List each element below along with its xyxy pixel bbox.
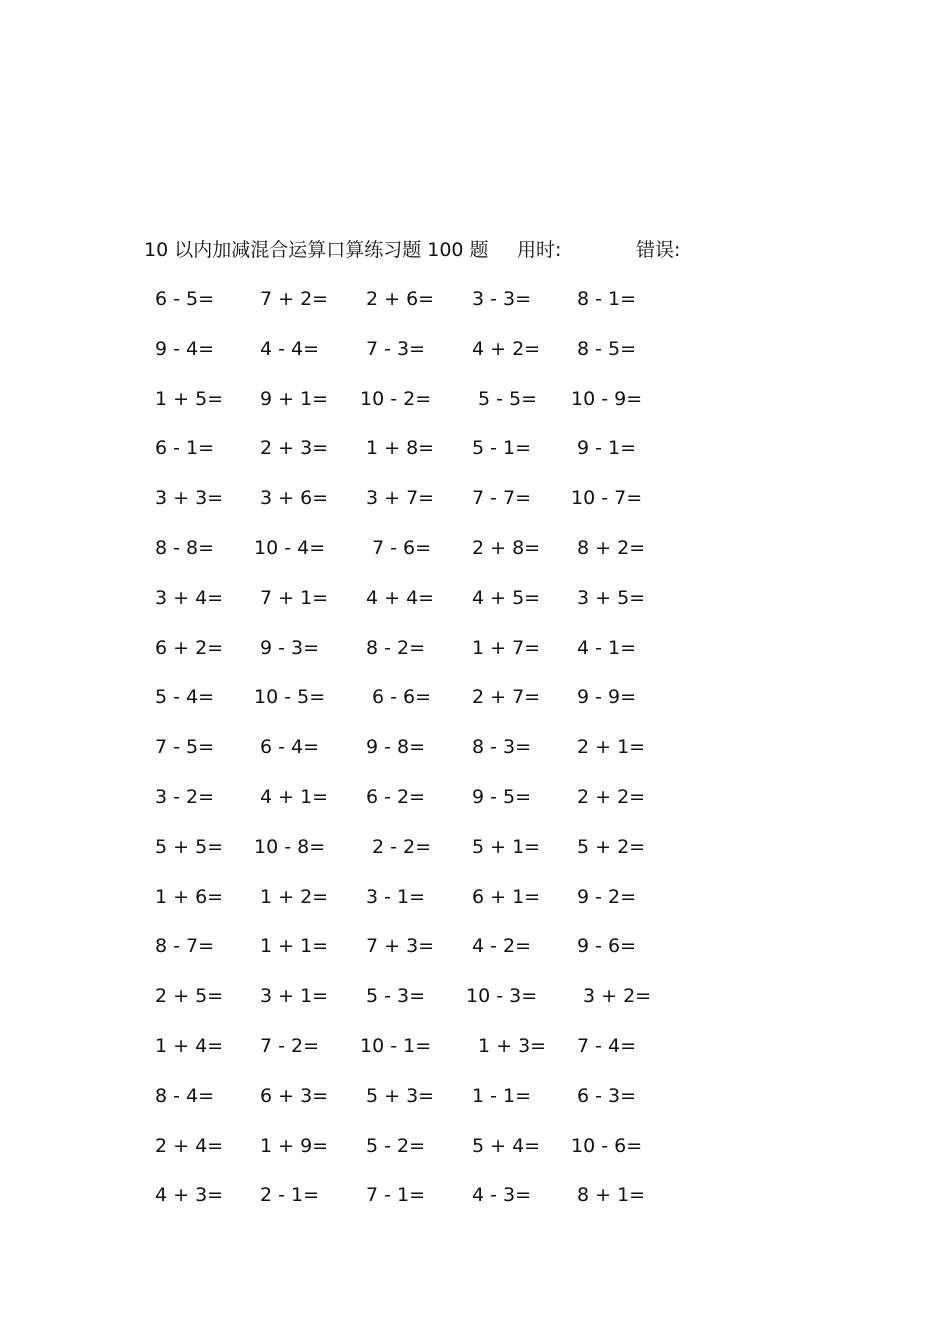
problem-item: 3 + 1=: [260, 985, 329, 1008]
problem-item: 2 + 3=: [260, 437, 329, 460]
problem-item: 2 + 1=: [577, 736, 646, 759]
problem-item: 7 - 2=: [260, 1035, 320, 1057]
problem-item: 7 - 5=: [155, 736, 215, 759]
problem-item: 2 + 4=: [155, 1134, 224, 1157]
worksheet-title: 10 以内加减混合运算口算练习题 100 题: [144, 239, 489, 261]
problem-item: 6 - 2=: [366, 786, 426, 808]
problem-item: 7 - 3=: [366, 337, 426, 360]
problem-item: 2 + 2=: [577, 786, 646, 808]
problem-item: 8 - 5=: [577, 337, 637, 360]
problem-item: 8 - 4=: [155, 1084, 215, 1107]
problem-item: 1 + 8=: [366, 437, 435, 460]
problem-item: 2 + 8=: [472, 537, 541, 559]
error-count-label: 错误:: [636, 239, 681, 261]
problem-item: 9 - 5=: [472, 786, 532, 808]
problem-item: 3 - 2=: [155, 786, 215, 808]
problem-item: 1 - 1=: [472, 1084, 532, 1107]
problem-item: 4 + 3=: [155, 1184, 224, 1207]
problem-item: 5 + 3=: [366, 1084, 435, 1107]
problem-item: 1 + 7=: [472, 636, 541, 659]
problem-item: 3 - 1=: [366, 885, 426, 908]
problem-item: 5 - 5=: [478, 387, 538, 410]
problem-item: 9 - 6=: [577, 935, 637, 958]
problem-item: 8 + 1=: [577, 1184, 646, 1207]
problem-item: 4 + 4=: [366, 586, 435, 609]
problem-item: 3 - 3=: [472, 288, 532, 310]
problem-item: 3 + 4=: [155, 586, 224, 609]
problem-item: 10 - 5=: [254, 686, 326, 709]
problem-item: 9 - 4=: [155, 337, 215, 360]
problem-item: 8 - 8=: [155, 537, 215, 559]
problem-item: 6 + 2=: [155, 636, 224, 659]
problem-item: 5 - 3=: [366, 985, 426, 1008]
problem-item: 6 - 4=: [260, 736, 320, 759]
time-used-label: 用时:: [517, 239, 562, 261]
problem-item: 8 - 7=: [155, 935, 215, 958]
problem-item: 2 + 7=: [472, 686, 541, 709]
problem-item: 5 + 5=: [155, 835, 224, 858]
problem-item: 1 + 4=: [155, 1035, 224, 1057]
problem-item: 5 + 2=: [577, 835, 646, 858]
problem-item: 1 + 6=: [155, 885, 224, 908]
problem-item: 6 - 5=: [155, 288, 215, 310]
problem-item: 3 + 5=: [577, 586, 646, 609]
problem-item: 10 - 3=: [466, 985, 538, 1008]
problem-item: 5 + 1=: [472, 835, 541, 858]
problem-item: 1 + 3=: [478, 1035, 547, 1057]
problem-item: 1 + 9=: [260, 1134, 329, 1157]
problem-item: 4 - 2=: [472, 935, 532, 958]
problem-item: 10 - 8=: [254, 835, 326, 858]
problem-item: 7 + 3=: [366, 935, 435, 958]
problem-item: 8 + 2=: [577, 537, 646, 559]
problem-item: 5 - 1=: [472, 437, 532, 460]
problem-item: 4 - 1=: [577, 636, 637, 659]
problem-item: 10 - 7=: [571, 487, 643, 510]
problem-item: 4 + 2=: [472, 337, 541, 360]
problem-item: 4 - 4=: [260, 337, 320, 360]
problem-item: 9 + 1=: [260, 387, 329, 410]
problem-item: 7 - 7=: [472, 487, 532, 510]
problem-item: 6 + 3=: [260, 1084, 329, 1107]
problem-item: 7 - 6=: [372, 537, 432, 559]
problem-item: 2 + 6=: [366, 288, 435, 310]
problem-item: 7 + 2=: [260, 288, 329, 310]
problem-item: 2 + 5=: [155, 985, 224, 1008]
problem-item: 10 - 2=: [360, 387, 432, 410]
problem-item: 3 + 6=: [260, 487, 329, 510]
problem-item: 7 - 4=: [577, 1035, 637, 1057]
problem-item: 2 - 1=: [260, 1184, 320, 1207]
problem-item: 4 + 1=: [260, 786, 329, 808]
problem-item: 1 + 1=: [260, 935, 329, 958]
problem-item: 9 - 8=: [366, 736, 426, 759]
problem-item: 9 - 2=: [577, 885, 637, 908]
problem-item: 8 - 2=: [366, 636, 426, 659]
problem-item: 6 - 6=: [372, 686, 432, 709]
problem-item: 6 - 1=: [155, 437, 215, 460]
problem-item: 10 - 9=: [571, 387, 643, 410]
problem-item: 9 - 3=: [260, 636, 320, 659]
problem-item: 6 + 1=: [472, 885, 541, 908]
problem-item: 1 + 2=: [260, 885, 329, 908]
problem-item: 8 - 1=: [577, 288, 637, 310]
problem-item: 10 - 1=: [360, 1035, 432, 1057]
problem-item: 2 - 2=: [372, 835, 432, 858]
problem-item: 3 + 2=: [583, 985, 652, 1008]
problem-item: 3 + 7=: [366, 487, 435, 510]
problem-item: 3 + 3=: [155, 487, 224, 510]
problem-item: 5 - 2=: [366, 1134, 426, 1157]
problem-item: 4 - 3=: [472, 1184, 532, 1207]
problem-item: 10 - 4=: [254, 537, 326, 559]
problem-item: 7 - 1=: [366, 1184, 426, 1207]
problem-item: 6 - 3=: [577, 1084, 637, 1107]
problem-item: 10 - 6=: [571, 1134, 643, 1157]
problem-item: 1 + 5=: [155, 387, 224, 410]
problem-item: 5 - 4=: [155, 686, 215, 709]
problem-item: 7 + 1=: [260, 586, 329, 609]
problem-item: 5 + 4=: [472, 1134, 541, 1157]
problem-item: 4 + 5=: [472, 586, 541, 609]
problem-item: 9 - 9=: [577, 686, 637, 709]
problem-item: 9 - 1=: [577, 437, 637, 460]
problem-item: 8 - 3=: [472, 736, 532, 759]
